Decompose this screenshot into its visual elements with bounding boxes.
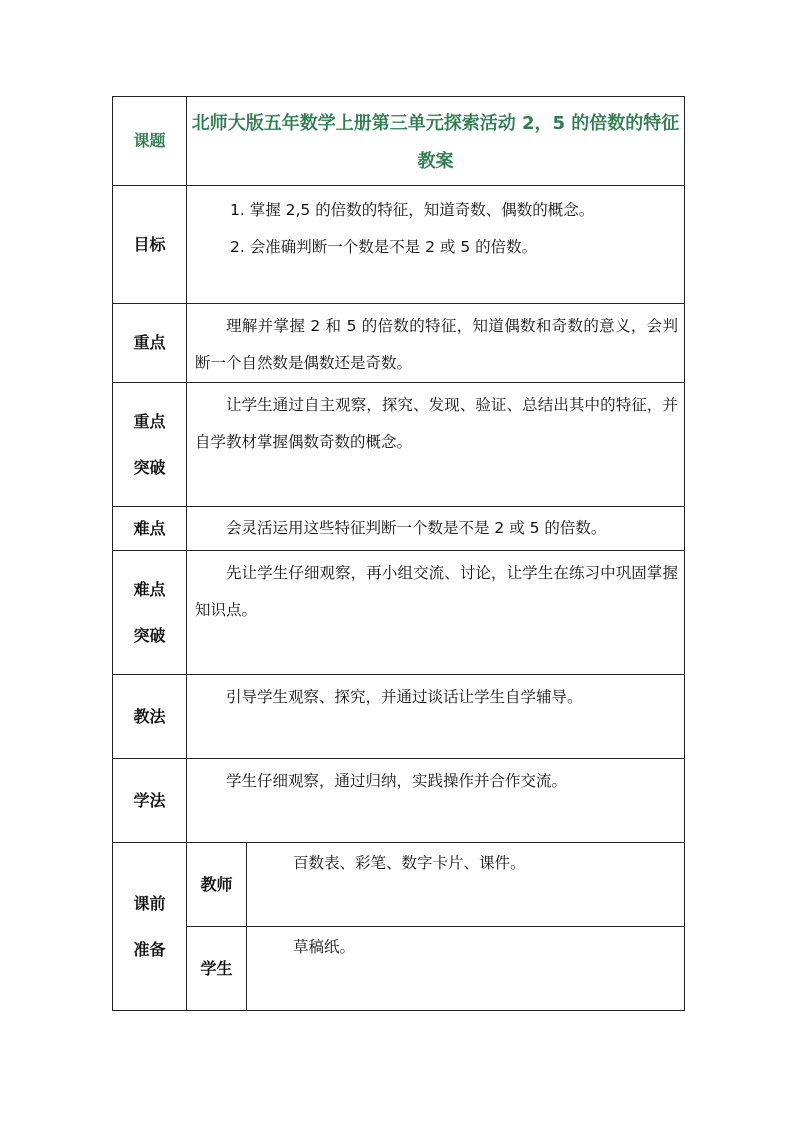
key-break-label [113, 383, 187, 507]
goal-row [113, 186, 685, 304]
key-row [113, 304, 685, 383]
preparation-student-row [113, 927, 685, 1011]
learning-method-label: 学法 [113, 759, 187, 843]
difficulty-break-content [187, 551, 685, 675]
key-text: 理解并掌握 2 和 5 的倍数的特征，知道偶数和奇数的意义，会判断一个自然数是偶数还是奇数。 [195, 317, 678, 372]
student-label: 学生 [187, 927, 247, 1011]
title-row [113, 97, 685, 186]
key-break-content [187, 383, 685, 507]
key-break-row [113, 383, 685, 507]
learning-method-row [113, 759, 685, 843]
difficulty-content [187, 507, 685, 551]
difficulty-break-label-line2: 突破 [133, 625, 166, 645]
key-label: 重点 [113, 304, 187, 383]
lesson-title: 北师大版五年数学上册第三单元探索活动 2，5 的倍数的特征教案 [187, 97, 685, 186]
preparation-label-line1: 课前 [133, 893, 166, 913]
teacher-label: 教师 [187, 843, 247, 927]
key-break-label-line1: 重点 [133, 411, 166, 431]
goal-item-2: 2. 会准确判断一个数是不是 2 或 5 的倍数。 [230, 238, 538, 256]
teaching-method-content [187, 675, 685, 759]
goal-content [187, 186, 685, 304]
title-label: 课题 [113, 97, 187, 186]
learning-method-content [187, 759, 685, 843]
difficulty-break-label [113, 551, 187, 675]
difficulty-break-row [113, 551, 685, 675]
lesson-plan-table [112, 96, 685, 1011]
teacher-content: 百数表、彩笔、数字卡片、课件。 [247, 843, 685, 927]
learning-method-text: 学生仔细观察，通过归纳，实践操作并合作交流。 [226, 772, 568, 790]
goal-item-1: 1. 掌握 2,5 的倍数的特征，知道奇数、偶数的概念。 [230, 201, 595, 219]
teaching-method-text: 引导学生观察、探究，并通过谈话让学生自学辅导。 [226, 688, 583, 706]
key-break-text: 让学生通过自主观察，探究、发现、验证、总结出其中的特征，并自学教材掌握偶数奇数的概念。 [195, 396, 678, 451]
preparation-label [113, 843, 187, 1011]
difficulty-row [113, 507, 685, 551]
difficulty-break-text: 先让学生仔细观察，再小组交流、讨论，让学生在练习中巩固掌握知识点。 [195, 564, 678, 619]
key-content [187, 304, 685, 383]
teaching-method-label: 教法 [113, 675, 187, 759]
student-content: 草稿纸。 [247, 927, 685, 1011]
difficulty-break-label-line1: 难点 [133, 579, 166, 599]
teaching-method-row [113, 675, 685, 759]
key-break-label-line2: 突破 [133, 457, 166, 477]
difficulty-text: 会灵活运用这些特征判断一个数是不是 2 或 5 的倍数。 [226, 519, 607, 537]
difficulty-label: 难点 [113, 507, 187, 551]
preparation-label-line2: 准备 [133, 939, 166, 959]
preparation-teacher-row [113, 843, 685, 927]
goal-label: 目标 [113, 186, 187, 304]
